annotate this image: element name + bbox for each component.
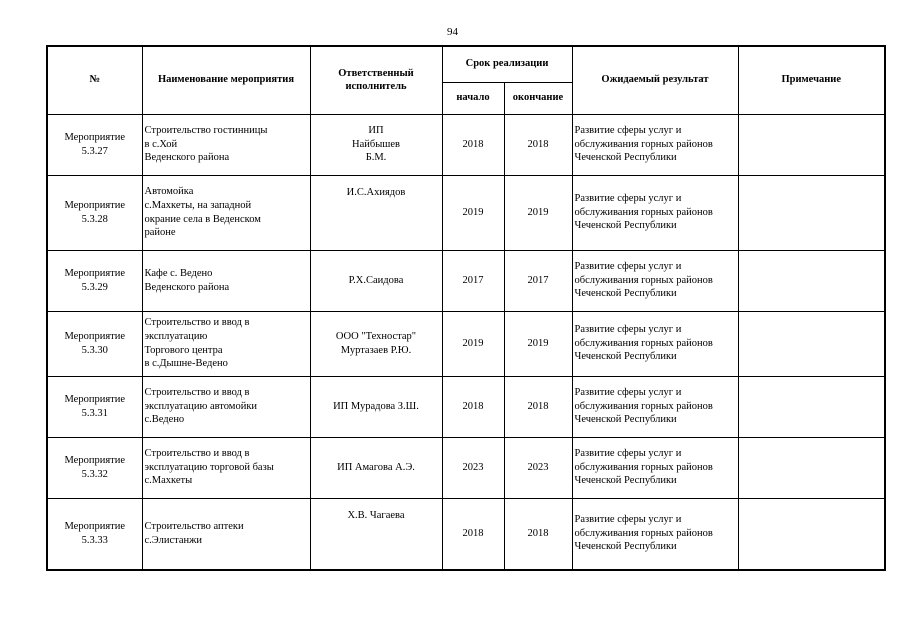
executor-line: ООО "Техностар" bbox=[335, 330, 417, 342]
note-cell bbox=[738, 498, 885, 570]
event-number-code: 5.3.30 bbox=[81, 344, 108, 356]
event-number-cell bbox=[47, 114, 142, 175]
result-line: Чеченской Республики bbox=[574, 475, 677, 487]
event-name-line: эксплуатацию bbox=[144, 330, 208, 342]
executor-line: Муртазаев Р.Ю. bbox=[340, 344, 412, 356]
event-name-line: с.Элистанжи bbox=[144, 534, 202, 546]
start-year-cell: 2018 bbox=[442, 498, 504, 570]
header-start: начало bbox=[442, 82, 504, 114]
event-name-cell bbox=[142, 250, 310, 311]
event-number-code: 5.3.29 bbox=[81, 281, 108, 293]
expected-result-cell bbox=[572, 498, 738, 570]
page-number: 94 bbox=[447, 26, 458, 38]
result-line: Развитие сферы услуг и bbox=[574, 261, 682, 273]
header-note: Примечание bbox=[738, 46, 885, 114]
end-year-cell: 2018 bbox=[504, 498, 572, 570]
result-line: обслуживания горных районов bbox=[574, 206, 713, 218]
event-name-line: Веденского района bbox=[144, 281, 230, 293]
event-name-cell bbox=[142, 498, 310, 570]
start-year-cell: 2019 bbox=[442, 175, 504, 250]
event-name-line: эксплуатацию автомойки bbox=[144, 400, 258, 412]
header-event-name: Наименование мероприятия bbox=[142, 46, 310, 114]
table-row bbox=[47, 376, 885, 437]
header-number: № bbox=[47, 46, 142, 114]
event-number-cell bbox=[47, 376, 142, 437]
event-number-cell bbox=[47, 311, 142, 376]
expected-result-cell bbox=[572, 114, 738, 175]
event-number-label: Мероприятие bbox=[64, 199, 126, 211]
executor-line: Р.Х.Саидова bbox=[348, 274, 404, 286]
header-period: Срок реализации bbox=[442, 46, 572, 82]
event-number-label: Мероприятие bbox=[64, 454, 126, 466]
result-line: обслуживания горных районов bbox=[574, 274, 713, 286]
event-number-label: Мероприятие bbox=[64, 267, 126, 279]
end-year-cell: 2017 bbox=[504, 250, 572, 311]
table-row bbox=[47, 114, 885, 175]
result-line: Чеченской Республики bbox=[574, 220, 677, 232]
start-year-cell: 2023 bbox=[442, 437, 504, 498]
event-name-line: с.Ведено bbox=[144, 414, 185, 426]
result-line: Развитие сферы услуг и bbox=[574, 125, 682, 137]
result-line: Развитие сферы услуг и bbox=[574, 448, 682, 460]
event-name-line: Автомойка bbox=[144, 186, 194, 198]
event-name-line: Веденского района bbox=[144, 152, 230, 164]
event-name-cell bbox=[142, 114, 310, 175]
note-cell bbox=[738, 250, 885, 311]
executor-line: ИП bbox=[368, 125, 384, 137]
event-number-cell bbox=[47, 498, 142, 570]
event-name-line: Строительство и ввод в bbox=[144, 448, 250, 460]
end-year-cell: 2018 bbox=[504, 114, 572, 175]
event-name-line: эксплуатацию торговой базы bbox=[144, 461, 274, 473]
event-number-label: Мероприятие bbox=[64, 393, 126, 405]
event-name-line: Строительство аптеки bbox=[144, 520, 244, 532]
note-cell bbox=[738, 376, 885, 437]
result-line: Чеченской Республики bbox=[574, 351, 677, 363]
executor-cell bbox=[310, 311, 442, 376]
event-name-line: Строительство гостинницы bbox=[144, 125, 268, 137]
expected-result-cell bbox=[572, 175, 738, 250]
event-number-label: Мероприятие bbox=[64, 330, 126, 342]
header-executor-line: Ответственный bbox=[338, 67, 414, 79]
note-cell bbox=[738, 114, 885, 175]
executor-cell bbox=[310, 498, 442, 570]
result-line: Развитие сферы услуг и bbox=[574, 514, 682, 526]
executor-line: Найбышев bbox=[352, 138, 400, 150]
event-number-cell bbox=[47, 250, 142, 311]
result-line: Развитие сферы услуг и bbox=[574, 387, 682, 399]
table-row bbox=[47, 498, 885, 570]
event-name-line: Торгового центра bbox=[144, 344, 223, 356]
table-row bbox=[47, 175, 885, 250]
event-name-line: с.Махкеты bbox=[144, 475, 193, 487]
result-line: обслуживания горных районов bbox=[574, 337, 713, 349]
table-row bbox=[47, 311, 885, 376]
executor-cell bbox=[310, 250, 442, 311]
note-cell bbox=[738, 311, 885, 376]
start-year-cell: 2017 bbox=[442, 250, 504, 311]
event-number-code: 5.3.27 bbox=[81, 145, 108, 157]
executor-line: ИП Мурадова З.Ш. bbox=[333, 400, 419, 412]
executor-cell bbox=[310, 175, 442, 250]
event-name-line: в с.Хой bbox=[144, 138, 178, 150]
executor-cell bbox=[310, 114, 442, 175]
note-cell bbox=[738, 437, 885, 498]
expected-result-cell bbox=[572, 311, 738, 376]
event-number-code: 5.3.33 bbox=[81, 534, 108, 546]
executor-cell bbox=[310, 376, 442, 437]
event-name-line: Кафе с. Ведено bbox=[144, 267, 213, 279]
result-line: обслуживания горных районов bbox=[574, 138, 713, 150]
event-number-cell bbox=[47, 175, 142, 250]
executor-line: ИП Амагова А.Э. bbox=[337, 461, 415, 473]
event-name-line: с.Махкеты, на западной bbox=[144, 199, 252, 211]
event-name-cell bbox=[142, 175, 310, 250]
table-row bbox=[47, 250, 885, 311]
event-name-line: районе bbox=[144, 227, 176, 239]
executor-line: И.С.Ахиядов bbox=[346, 186, 406, 198]
end-year-cell: 2019 bbox=[504, 311, 572, 376]
result-line: обслуживания горных районов bbox=[574, 527, 713, 539]
end-year-cell: 2018 bbox=[504, 376, 572, 437]
expected-result-cell bbox=[572, 376, 738, 437]
event-name-line: окрание села в Веденском bbox=[144, 213, 261, 225]
start-year-cell: 2018 bbox=[442, 114, 504, 175]
event-name-cell bbox=[142, 376, 310, 437]
header-expected-result: Ожидаемый результат bbox=[572, 46, 738, 114]
result-line: обслуживания горных районов bbox=[574, 461, 713, 473]
event-number-code: 5.3.28 bbox=[81, 213, 108, 225]
table-body bbox=[47, 114, 885, 570]
event-name-cell bbox=[142, 311, 310, 376]
event-number-label: Мероприятие bbox=[64, 520, 126, 532]
end-year-cell: 2019 bbox=[504, 175, 572, 250]
result-line: Чеченской Республики bbox=[574, 288, 677, 300]
executor-line: Б.М. bbox=[365, 152, 387, 164]
header-executor bbox=[310, 46, 442, 114]
header-end: окончание bbox=[504, 82, 572, 114]
event-number-cell bbox=[47, 437, 142, 498]
note-cell bbox=[738, 175, 885, 250]
executor-line: Х.В. Чагаева bbox=[347, 509, 405, 521]
expected-result-cell bbox=[572, 437, 738, 498]
result-line: Развитие сферы услуг и bbox=[574, 193, 682, 205]
event-number-label: Мероприятие bbox=[64, 131, 126, 143]
events-table bbox=[46, 45, 886, 571]
header-executor-line: исполнитель bbox=[345, 81, 407, 93]
result-line: Чеченской Республики bbox=[574, 414, 677, 426]
event-name-line: в с.Дышне-Ведено bbox=[144, 358, 228, 370]
start-year-cell: 2019 bbox=[442, 311, 504, 376]
event-number-code: 5.3.32 bbox=[81, 468, 108, 480]
table-row bbox=[47, 437, 885, 498]
result-line: Развитие сферы услуг и bbox=[574, 324, 682, 336]
expected-result-cell bbox=[572, 250, 738, 311]
start-year-cell: 2018 bbox=[442, 376, 504, 437]
event-name-cell bbox=[142, 437, 310, 498]
event-number-code: 5.3.31 bbox=[81, 407, 108, 419]
event-name-line: Строительство и ввод в bbox=[144, 317, 250, 329]
end-year-cell: 2023 bbox=[504, 437, 572, 498]
event-name-line: Строительство и ввод в bbox=[144, 387, 250, 399]
result-line: Чеченской Республики bbox=[574, 541, 677, 553]
executor-cell bbox=[310, 437, 442, 498]
result-line: обслуживания горных районов bbox=[574, 400, 713, 412]
result-line: Чеченской Республики bbox=[574, 152, 677, 164]
